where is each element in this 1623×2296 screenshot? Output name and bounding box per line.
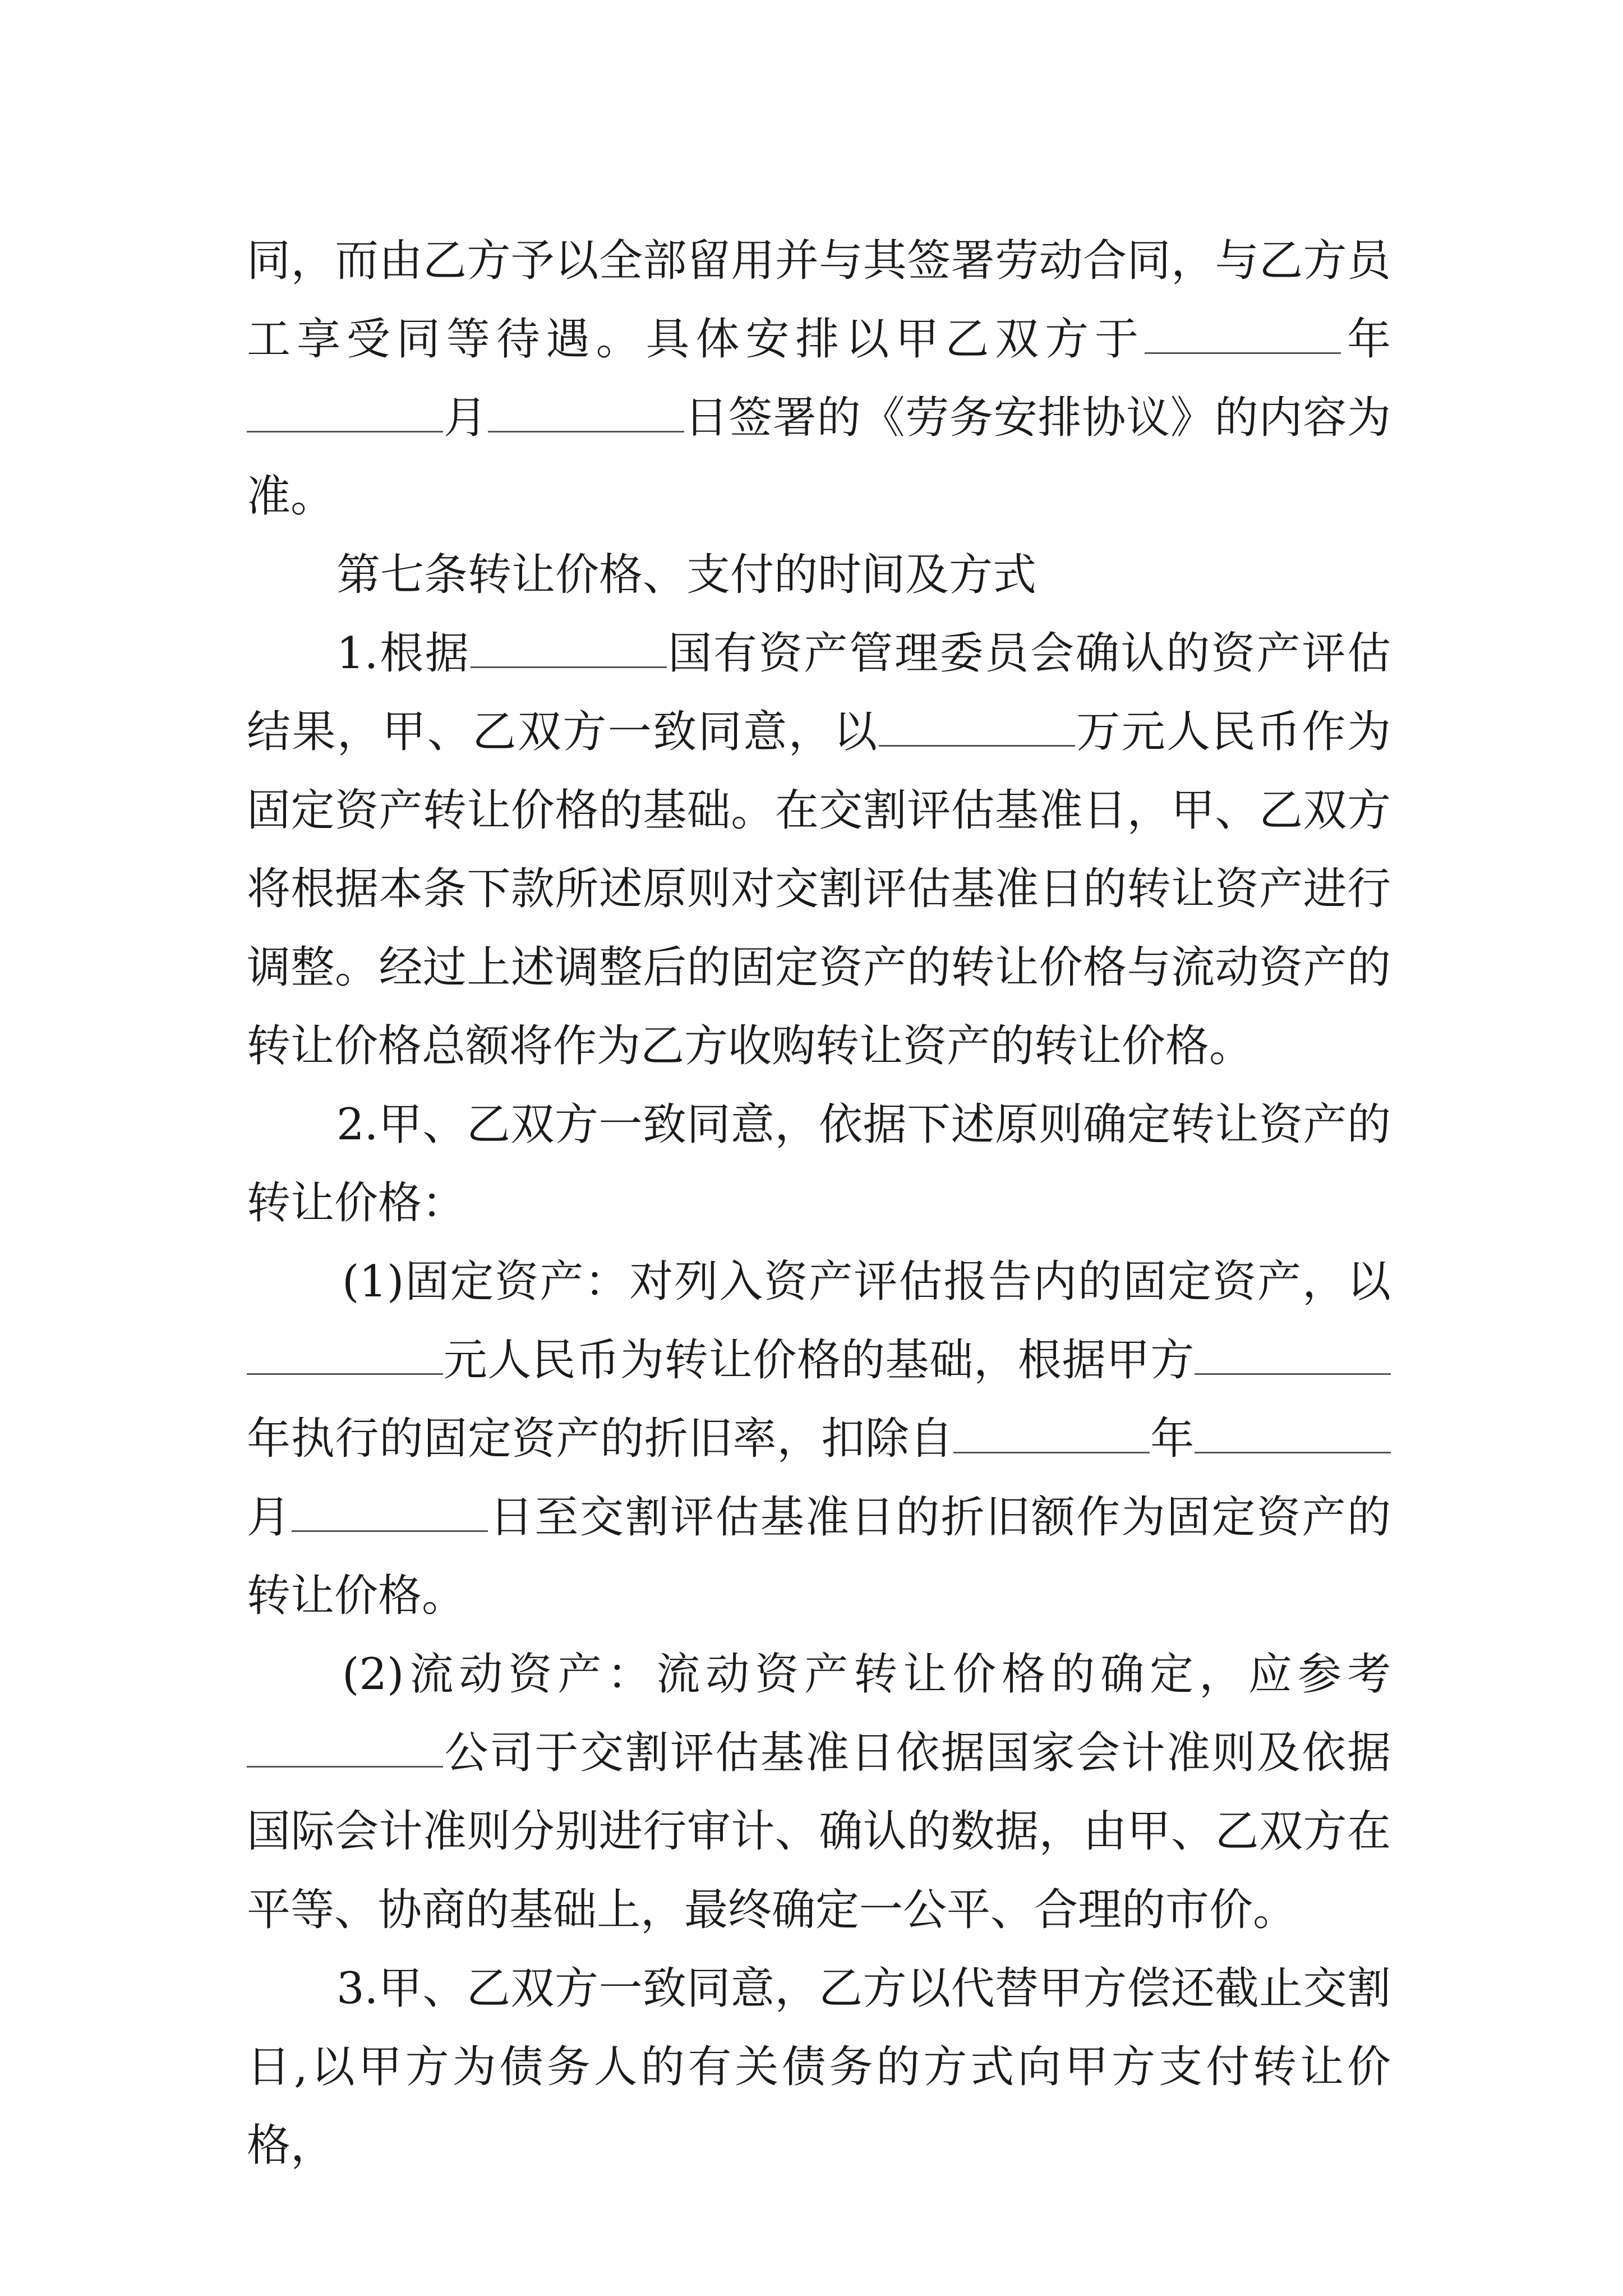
- blank-field[interactable]: [1195, 1412, 1391, 1453]
- text: 公司于交割评估基准日依据国家会计准则及依据国际会计准则分别进行审计、确认的数据，由甲、乙双方在平等、协商的基础上，最终确定一公平、合理的市价。: [247, 1728, 1391, 1935]
- text: 1.根据: [336, 628, 471, 679]
- document-page: [247, 222, 1391, 2185]
- text: 同，而由乙方予以全部留用并与其签署劳动合同，与乙方员工享受同等待遇。具体安排以甲乙双方于: [247, 236, 1391, 365]
- paragraph-item-3: [247, 1949, 1391, 2185]
- text: 日签署的《劳务安排协议》的内容为准。: [247, 393, 1391, 522]
- blank-field[interactable]: [247, 392, 443, 432]
- blank-field[interactable]: [488, 392, 684, 432]
- text: 2.甲、乙双方一致同意，依据下述原则确定转让资产的转让价格：: [247, 1099, 1391, 1228]
- blank-field[interactable]: [247, 1334, 443, 1375]
- blank-field[interactable]: [1195, 1334, 1391, 1375]
- blank-field[interactable]: [879, 706, 1075, 747]
- text: (1)固定资产：对列入资产评估报告内的固定资产，以: [342, 1257, 1391, 1307]
- blank-field[interactable]: [247, 1727, 443, 1768]
- text: 月: [247, 1492, 292, 1543]
- text: (2)流动资产：流动资产转让价格的确定，应参考: [342, 1649, 1391, 1700]
- article-7-heading: 第七条转让价格、支付的时间及方式: [336, 550, 1037, 600]
- blank-field[interactable]: [471, 627, 667, 668]
- paragraph-item-2: [247, 1085, 1391, 1243]
- text: 年: [1150, 1414, 1195, 1464]
- blank-field[interactable]: [953, 1412, 1150, 1453]
- paragraph-current-assets: [247, 1635, 1391, 1949]
- paragraph-fixed-assets: [247, 1243, 1391, 1635]
- text: 万元人民币作为固定资产转让价格的基础。在交割评估基准日，甲、乙双方将根据本条下款所述原则对交割评估基准日的转让资产进行调整。经过上述调整后的固定资产的转让价格与流动资产的转让价格总额将作为乙方收购转让资产的转让价格。: [247, 707, 1391, 1071]
- text: 月: [443, 393, 488, 443]
- text: 国有资产管理委员会确认的资产评估结果，甲、乙双方一致同意，以: [247, 628, 1391, 757]
- text: 3.甲、乙双方一致同意，乙方以代替甲方偿还截止交割日,以甲方为债务人的有关债务的方式向甲方支付转让价格，: [247, 1963, 1391, 2171]
- blank-field[interactable]: [292, 1491, 488, 1532]
- paragraph-labor-arrangement: [247, 222, 1391, 536]
- blank-field[interactable]: [1145, 313, 1341, 354]
- text: 年: [1341, 314, 1391, 365]
- text: 元人民币为转让价格的基础，根据甲方: [443, 1335, 1195, 1386]
- text: 日至交割评估基准日的折旧额作为固定资产的转让价格。: [247, 1492, 1391, 1621]
- text: 年执行的固定资产的折旧率，扣除自: [247, 1414, 954, 1464]
- paragraph-item-1: [247, 614, 1391, 1085]
